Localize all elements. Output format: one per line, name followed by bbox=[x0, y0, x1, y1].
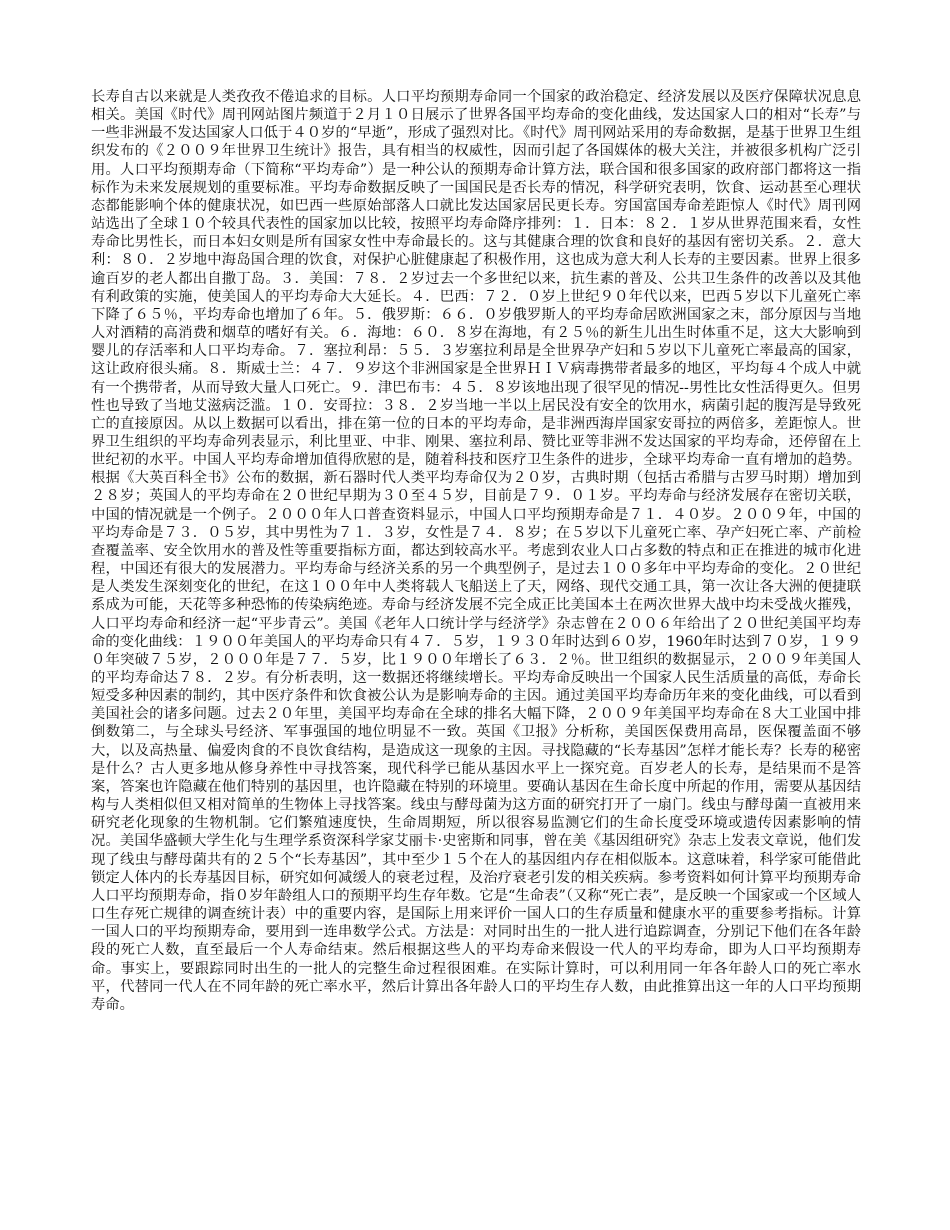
document-page bbox=[91, 88, 861, 1014]
article-body: 长寿自古以来就是人类孜孜不倦追求的目标。人口平均预期寿命同一个国家的政治稳定、经济发展以及医疗保障状况息息相关。美国《时代》周刊网站图片频道于２月１０日展示了世界各国平均寿命的变化曲线，发达国家人口的相对“长寿”与一些非洲最不发达国家人口低于４０岁的“早逝”，形成了强烈对比。《时代》周刊网站采用的寿命数据，是基于世界卫生组织发布的《２００９年世界卫生统计》报告，具有相当的权威性，因而引起了各国媒体的极大关注，并被很多机构广泛引用。人口平均预期寿命（下简称“平均寿命”）是一种公认的预期寿命计算方法，联合国和很多国家的政府部门都将这一指标作为未来发展规划的重要标准。平均寿命数据反映了一国国民是否长寿的情况，科学研究表明，饮食、运动甚至心理状态都能影响个体的健康状况，如巴西一些原始部落人口就比发达国家居民更长寿。穷国富国寿命差距惊人《时代》周刊网站选出了全球１０个较具代表性的国家加以比较，按照平均寿命降序排列：１．日本：８２．１岁从世界范围来看，女性寿命比男性长，而日本妇女则是所有国家女性中寿命最长的。这与其健康合理的饮食和良好的基因有密切关系。２．意大利：８０．２岁地中海岛国合理的饮食，对保护心脏健康起了积极作用，这也成为意大利人长寿的主要因素。世界上很多逾百岁的老人都出自撒丁岛。３．美国：７８．２岁过去一个多世纪以来，抗生素的普及、公共卫生条件的改善以及其他有利政策的实施，使美国人的平均寿命大大延长。４．巴西：７２．０岁上世纪９０年代以来，巴西５岁以下儿童死亡率下降了６５％，平均寿命也增加了６年。５．俄罗斯：６６．０岁俄罗斯人的平均寿命居欧洲国家之末，部分原因与当地人对酒精的高消费和烟草的嗜好有关。６．海地：６０．８岁在海地，有２５％的新生儿出生时体重不足，这大大影响到婴儿的存活率和人口平均寿命。７．塞拉利昂：５５．３岁塞拉利昂是全世界孕产妇和５岁以下儿童死亡率最高的国家，这让政府很头痛。８．斯威士兰：４７．９岁这个非洲国家是全世界ＨＩＶ病毒携带者最多的地区，平均每４个成人中就有一个携带者，从而导致大量人口死亡。９．津巴布韦：４５．８岁该地出现了很罕见的情况--男性比女性活得更久。但男性也导致了当地艾滋病泛滥。１０．安哥拉：３８．２岁当地一半以上居民没有安全的饮用水，病菌引起的腹泻是导致死亡的直接原因。从以上数据可以看出，排在第一位的日本的平均寿命，是非洲西海岸国家安哥拉的两倍多，差距惊人。世界卫生组织的平均寿命列表显示，利比里亚、中非、刚果、塞拉利昂、赞比亚等非洲不发达国家的平均寿命，还停留在上世纪初的水平。中国人平均寿命增加值得欣慰的是，随着科技和医疗卫生条件的进步，全球平均寿命一直有增加的趋势。根据《大英百科全书》公布的数据，新石器时代人类平均寿命仅为２０岁，古典时期（包括古希腊与古罗马时期）增加到２８岁；英国人的平均寿命在２０世纪早期为３０至４５岁，目前是７９．０１岁。平均寿命与经济发展存在密切关联，中国的情况就是一个例子。２０００年人口普查资料显示，中国人口平均预期寿命是７１．４０岁。２００９年，中国的平均寿命是７３．０５岁，其中男性为７１．３岁，女性是７４．８岁；在５岁以下儿童死亡率、孕产妇死亡率、产前检查覆盖率、安全饮用水的普及性等重要指标方面，都达到较高水平。考虑到农业人口占多数的特点和正在推进的城市化进程，中国还有很大的发展潜力。平均寿命与经济关系的另一个典型例子，是过去１００多年中平均寿命的变化。２０世纪是人类发生深刻变化的世纪，在这１００年中人类将载人飞船送上了天，网络、现代交通工具，第一次让各大洲的便捷联系成为可能，天花等多种恐怖的传染病绝迹。寿命与经济发展不完全成正比美国本土在两次世界大战中均未受战火摧残，人口平均寿命和经济一起“平步青云”。美国《老年人口统计学与经济学》杂志曾在２００６年给出了２０世纪美国平均寿命的变化曲线：１９００年美国人的平均寿命只有４７．５岁，１９３０年时达到６０岁，1960年时达到７０岁，１９９０年突破７５岁，２０００年是７７．５岁，比１９００年增长了６３．２％。世卫组织的数据显示，２００９年美国人的平均寿命达７８．２岁。有分析表明，这一数据还将继续增长。平均寿命反映出一个国家人民生活质量的高低，寿命长短受多种因素的制约，其中医疗条件和饮食被公认为是影响寿命的主因。通过美国平均寿命历年来的变化曲线，可以看到美国社会的诸多问题。过去２０年里，美国平均寿命在全球的排名大幅下降，２００９年美国平均寿命在８大工业国中排倒数第二，与全球头号经济、军事强国的地位明显不一致。英国《卫报》分析称，美国医保费用高昂，医保覆盖面不够大，以及高热量、偏爱肉食的不良饮食结构，是造成这一现象的主因。寻找隐藏的“长寿基因”怎样才能长寿？长寿的秘密是什么？古人更多地从修身养性中寻找答案，现代科学已能从基因水平上一探究竟。百岁老人的长寿，是结果而不是答案，答案也许隐藏在他们特别的基因里，也许隐藏在特别的环境里。要确认基因在生命长度中所起的作用，需要从基因结构与人类相似但又相对简单的生物体上寻找答案。线虫与酵母菌为这方面的研究打开了一扇门。线虫与酵母菌一直被用来研究老化现象的生物机制。它们繁殖速度快，生命周期短，所以很容易监测它们的生命长度受环境或遗传因素影响的情况。美国华盛顿大学生化与生理学系资深科学家艾丽卡·史密斯和同事，曾在美《基因组研究》杂志上发表文章说，他们发现了线虫与酵母菌共有的２５个“长寿基因”，其中至少１５个在人的基因组内存在相似版本。这意味着，科学家可能借此锁定人体内的长寿基因目标，研究如何减缓人的衰老过程，及治疗衰老引发的相关疾病。参考资料如何计算平均预期寿命人口平均预期寿命，指０岁年龄组人口的预期平均生存年数。它是“生命表”（又称“死亡表”，是反映一个国家或一个区域人口生存死亡规律的调查统计表）中的重要内容，是国际上用来评价一国人口的生存质量和健康水平的重要参考指标。计算一国人口的平均预期寿命，要用到一连串数学公式。方法是：对同时出生的一批人进行追踪调查，分别记下他们在各年龄段的死亡人数，直至最后一个人寿命结束。然后根据这些人的平均寿命来假设一代人的平均寿命，即为人口平均预期寿命。事实上，要跟踪同时出生的一批人的完整生命过程很困难。在实际计算时，可以利用同一年各年龄人口的死亡率水平，代替同一代人在不同年龄的死亡率水平，然后计算出各年龄人口的平均生存人数，由此推算出这一年的人口平均预期寿命。 bbox=[91, 89, 861, 1013]
